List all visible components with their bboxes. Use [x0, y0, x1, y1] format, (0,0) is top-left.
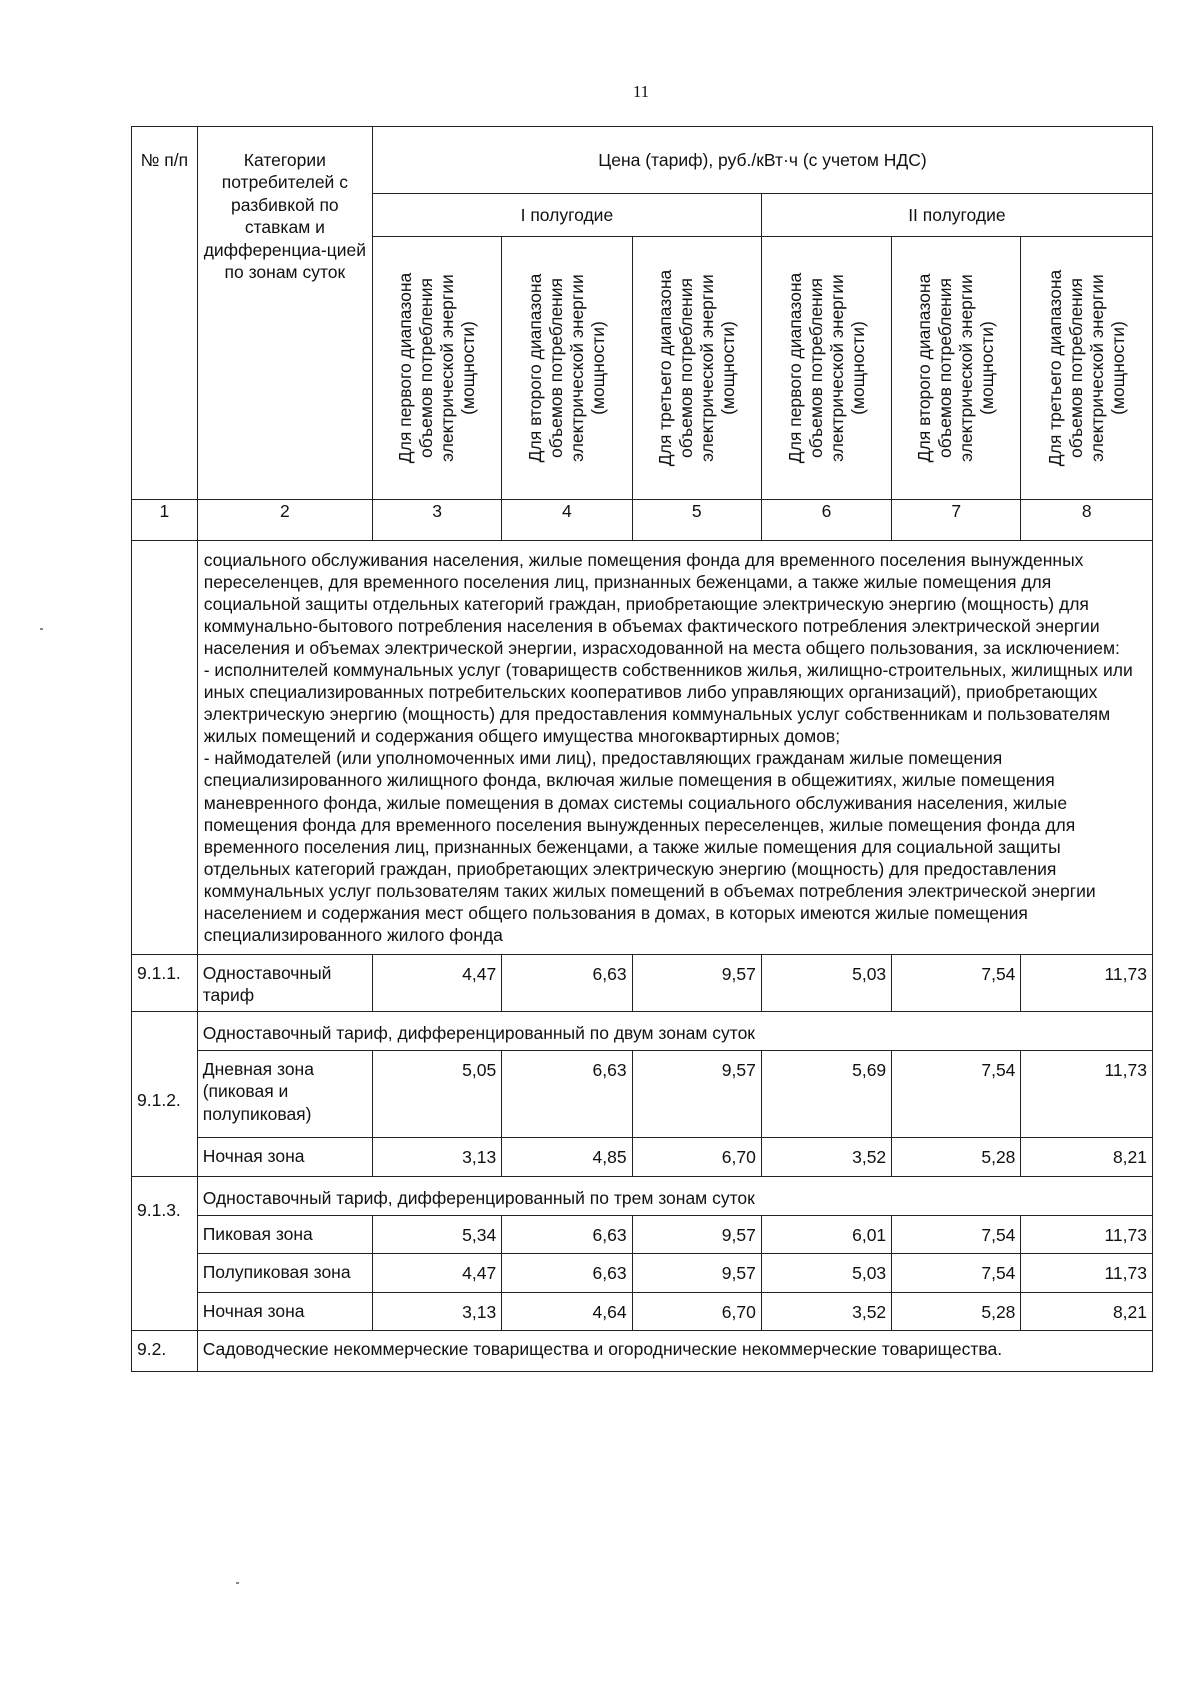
- header-range-label: Для первого диапазона объемов потребления электрической энергии (мощности): [784, 272, 868, 464]
- value-cell: 7,54: [892, 1254, 1021, 1292]
- continuation-row: [132, 541, 1153, 955]
- row-text: Садоводческие некоммерческие товарищества и огороднические некоммерческие товарищества.: [197, 1331, 1152, 1371]
- tariff-table: [131, 126, 1153, 1372]
- header-range-label: Для первого диапазона объемов потребления электрической энергии (мощности): [395, 272, 479, 464]
- value-cell: 6,63: [502, 954, 632, 1011]
- value-cell: 11,73: [1021, 1254, 1153, 1292]
- value-cell: 6,01: [761, 1215, 891, 1253]
- value-cell: 7,54: [892, 1215, 1021, 1253]
- section-title: Одноставочный тариф, дифференцированный по трем зонам суток: [197, 1176, 1152, 1215]
- value-cell: 9,57: [632, 1254, 761, 1292]
- row-number: 9.1.3.: [132, 1176, 198, 1331]
- value-cell: 4,85: [502, 1138, 632, 1176]
- header-range-label: Для второго диапазона объемов потребления электрической энергии (мощности): [914, 273, 998, 463]
- row-label: Дневная зона (пиковая и полупиковая): [197, 1051, 372, 1138]
- scan-speck: [40, 628, 43, 630]
- row-label: Пиковая зона: [197, 1215, 372, 1253]
- header-price-title: Цена (тариф), руб./кВт·ч (с учетом НДС): [372, 127, 1152, 194]
- value-cell: 9,57: [632, 1051, 761, 1138]
- category-description: социального обслуживания населения, жилые помещения фонда для временного поселения вынужденных переселенцев, для временного поселения лиц, признанных беженцами, а также жилые помещения для социальной защиты отдельных категорий граждан, приобретающие электрическую энергию (мощность) для коммунально-бытового потребления населения в объемах фактического потребления электрической энергии населения и объемах электрической энергии, израсходованной на места общего пользования, за исключением: - исполнителей коммунальных услуг (товариществ собственников жилья, жилищно-строительных, жилищных или иных специализированных потребительских кооперативов либо управляющих организаций), приобретающих электрическую энергию (мощность) для предоставления коммунальных услуг собственникам и пользователям жилых помещений и содержания общего имущества многоквартирных домов; - наймодателей (или уполномоченных ими лиц), предоставляющих гражданам жилые помещения специализированного жилищного фонда, включая жилые помещения в общежитиях, жилые помещения маневренного фонда, жилые помещения в домах системы социального обслуживания населения, жилые помещения фонда для временного поселения вынужденных переселенцев, жилые помещения фонда для временного поселения лиц, признанных беженцами, а также жилые помещения для социальной защиты отдельных категорий граждан, приобретающих электрическую энергию (мощность) для предоставления коммунальных услуг пользователям таких жилых помещений в объемах потребления электрической энергии населением и содержания мест общего пользования в домах, в которых имеются жилые помещения специализированного жилого фонда: [197, 541, 1152, 955]
- value-cell: 11,73: [1021, 954, 1153, 1011]
- value-cell: 7,54: [892, 954, 1021, 1011]
- header-range-label: Для третьего диапазона объемов потребления электрической энергии (мощности): [1044, 269, 1128, 467]
- column-index: 8: [1021, 500, 1153, 541]
- row-number: 9.1.1.: [132, 954, 198, 1011]
- value-cell: 3,52: [761, 1138, 891, 1176]
- header-range-cell: [502, 237, 632, 500]
- column-index: 5: [632, 500, 761, 541]
- value-cell: 3,13: [372, 1292, 501, 1330]
- value-cell: 5,28: [892, 1138, 1021, 1176]
- column-index: 7: [892, 500, 1021, 541]
- row-label: Ночная зона: [197, 1138, 372, 1176]
- header-half-year-2: II полугодие: [761, 194, 1152, 237]
- row-number: 9.2.: [132, 1331, 198, 1371]
- value-cell: 6,70: [632, 1292, 761, 1330]
- value-cell: 11,73: [1021, 1051, 1153, 1138]
- table-row: [132, 1254, 1153, 1292]
- column-index: 2: [197, 500, 372, 541]
- table-row: [132, 1215, 1153, 1253]
- column-index: 1: [132, 500, 198, 541]
- value-cell: 6,63: [502, 1215, 632, 1253]
- header-range-cell: [372, 237, 501, 500]
- column-index: 4: [502, 500, 632, 541]
- value-cell: 8,21: [1021, 1138, 1153, 1176]
- section-title: Одноставочный тариф, дифференцированный по двум зонам суток: [197, 1011, 1152, 1050]
- value-cell: 4,64: [502, 1292, 632, 1330]
- header-range-label: Для третьего диапазона объемов потребления электрической энергии (мощности): [654, 269, 738, 467]
- table-row: [132, 1176, 1153, 1215]
- header-half-year-1: I полугодие: [372, 194, 761, 237]
- row-number: 9.1.2.: [132, 1011, 198, 1176]
- value-cell: 5,69: [761, 1051, 891, 1138]
- value-cell: 6,63: [502, 1254, 632, 1292]
- table-row: [132, 1138, 1153, 1176]
- value-cell: 6,63: [502, 1051, 632, 1138]
- header-range-cell: [892, 237, 1021, 500]
- value-cell: 5,03: [761, 954, 891, 1011]
- header-range-cell: [632, 237, 761, 500]
- value-cell: 9,57: [632, 954, 761, 1011]
- value-cell: 4,47: [372, 1254, 501, 1292]
- value-cell: 9,57: [632, 1215, 761, 1253]
- row-label: Полупиковая зона: [197, 1254, 372, 1292]
- page-number: 11: [632, 82, 650, 101]
- table-row: [132, 954, 1153, 1011]
- value-cell: 6,70: [632, 1138, 761, 1176]
- table-row: [132, 1292, 1153, 1330]
- value-cell: 5,05: [372, 1051, 501, 1138]
- row-label: Ночная зона: [197, 1292, 372, 1330]
- value-cell: 8,21: [1021, 1292, 1153, 1330]
- value-cell: 5,34: [372, 1215, 501, 1253]
- column-index: 3: [372, 500, 501, 541]
- row-label: Одноставочный тариф: [197, 954, 372, 1011]
- header-col-category: Категории потребителей с разбивкой по ставкам и дифференциа-цией по зонам суток: [197, 127, 372, 500]
- header-range-label: Для второго диапазона объемов потребления электрической энергии (мощности): [524, 273, 608, 463]
- header-col-number: № п/п: [132, 127, 198, 500]
- value-cell: 11,73: [1021, 1215, 1153, 1253]
- table-row: [132, 1051, 1153, 1138]
- column-index-row: [132, 500, 1153, 541]
- table-row: [132, 1011, 1153, 1050]
- header-range-cell: [1021, 237, 1153, 500]
- value-cell: 3,13: [372, 1138, 501, 1176]
- value-cell: 5,28: [892, 1292, 1021, 1330]
- value-cell: 7,54: [892, 1051, 1021, 1138]
- value-cell: 4,47: [372, 954, 501, 1011]
- header-range-cell: [761, 237, 891, 500]
- column-index: 6: [761, 500, 891, 541]
- value-cell: 5,03: [761, 1254, 891, 1292]
- continuation-number-cell: [132, 541, 198, 955]
- scan-speck: [236, 1582, 239, 1584]
- value-cell: 3,52: [761, 1292, 891, 1330]
- table-row: [132, 1331, 1153, 1371]
